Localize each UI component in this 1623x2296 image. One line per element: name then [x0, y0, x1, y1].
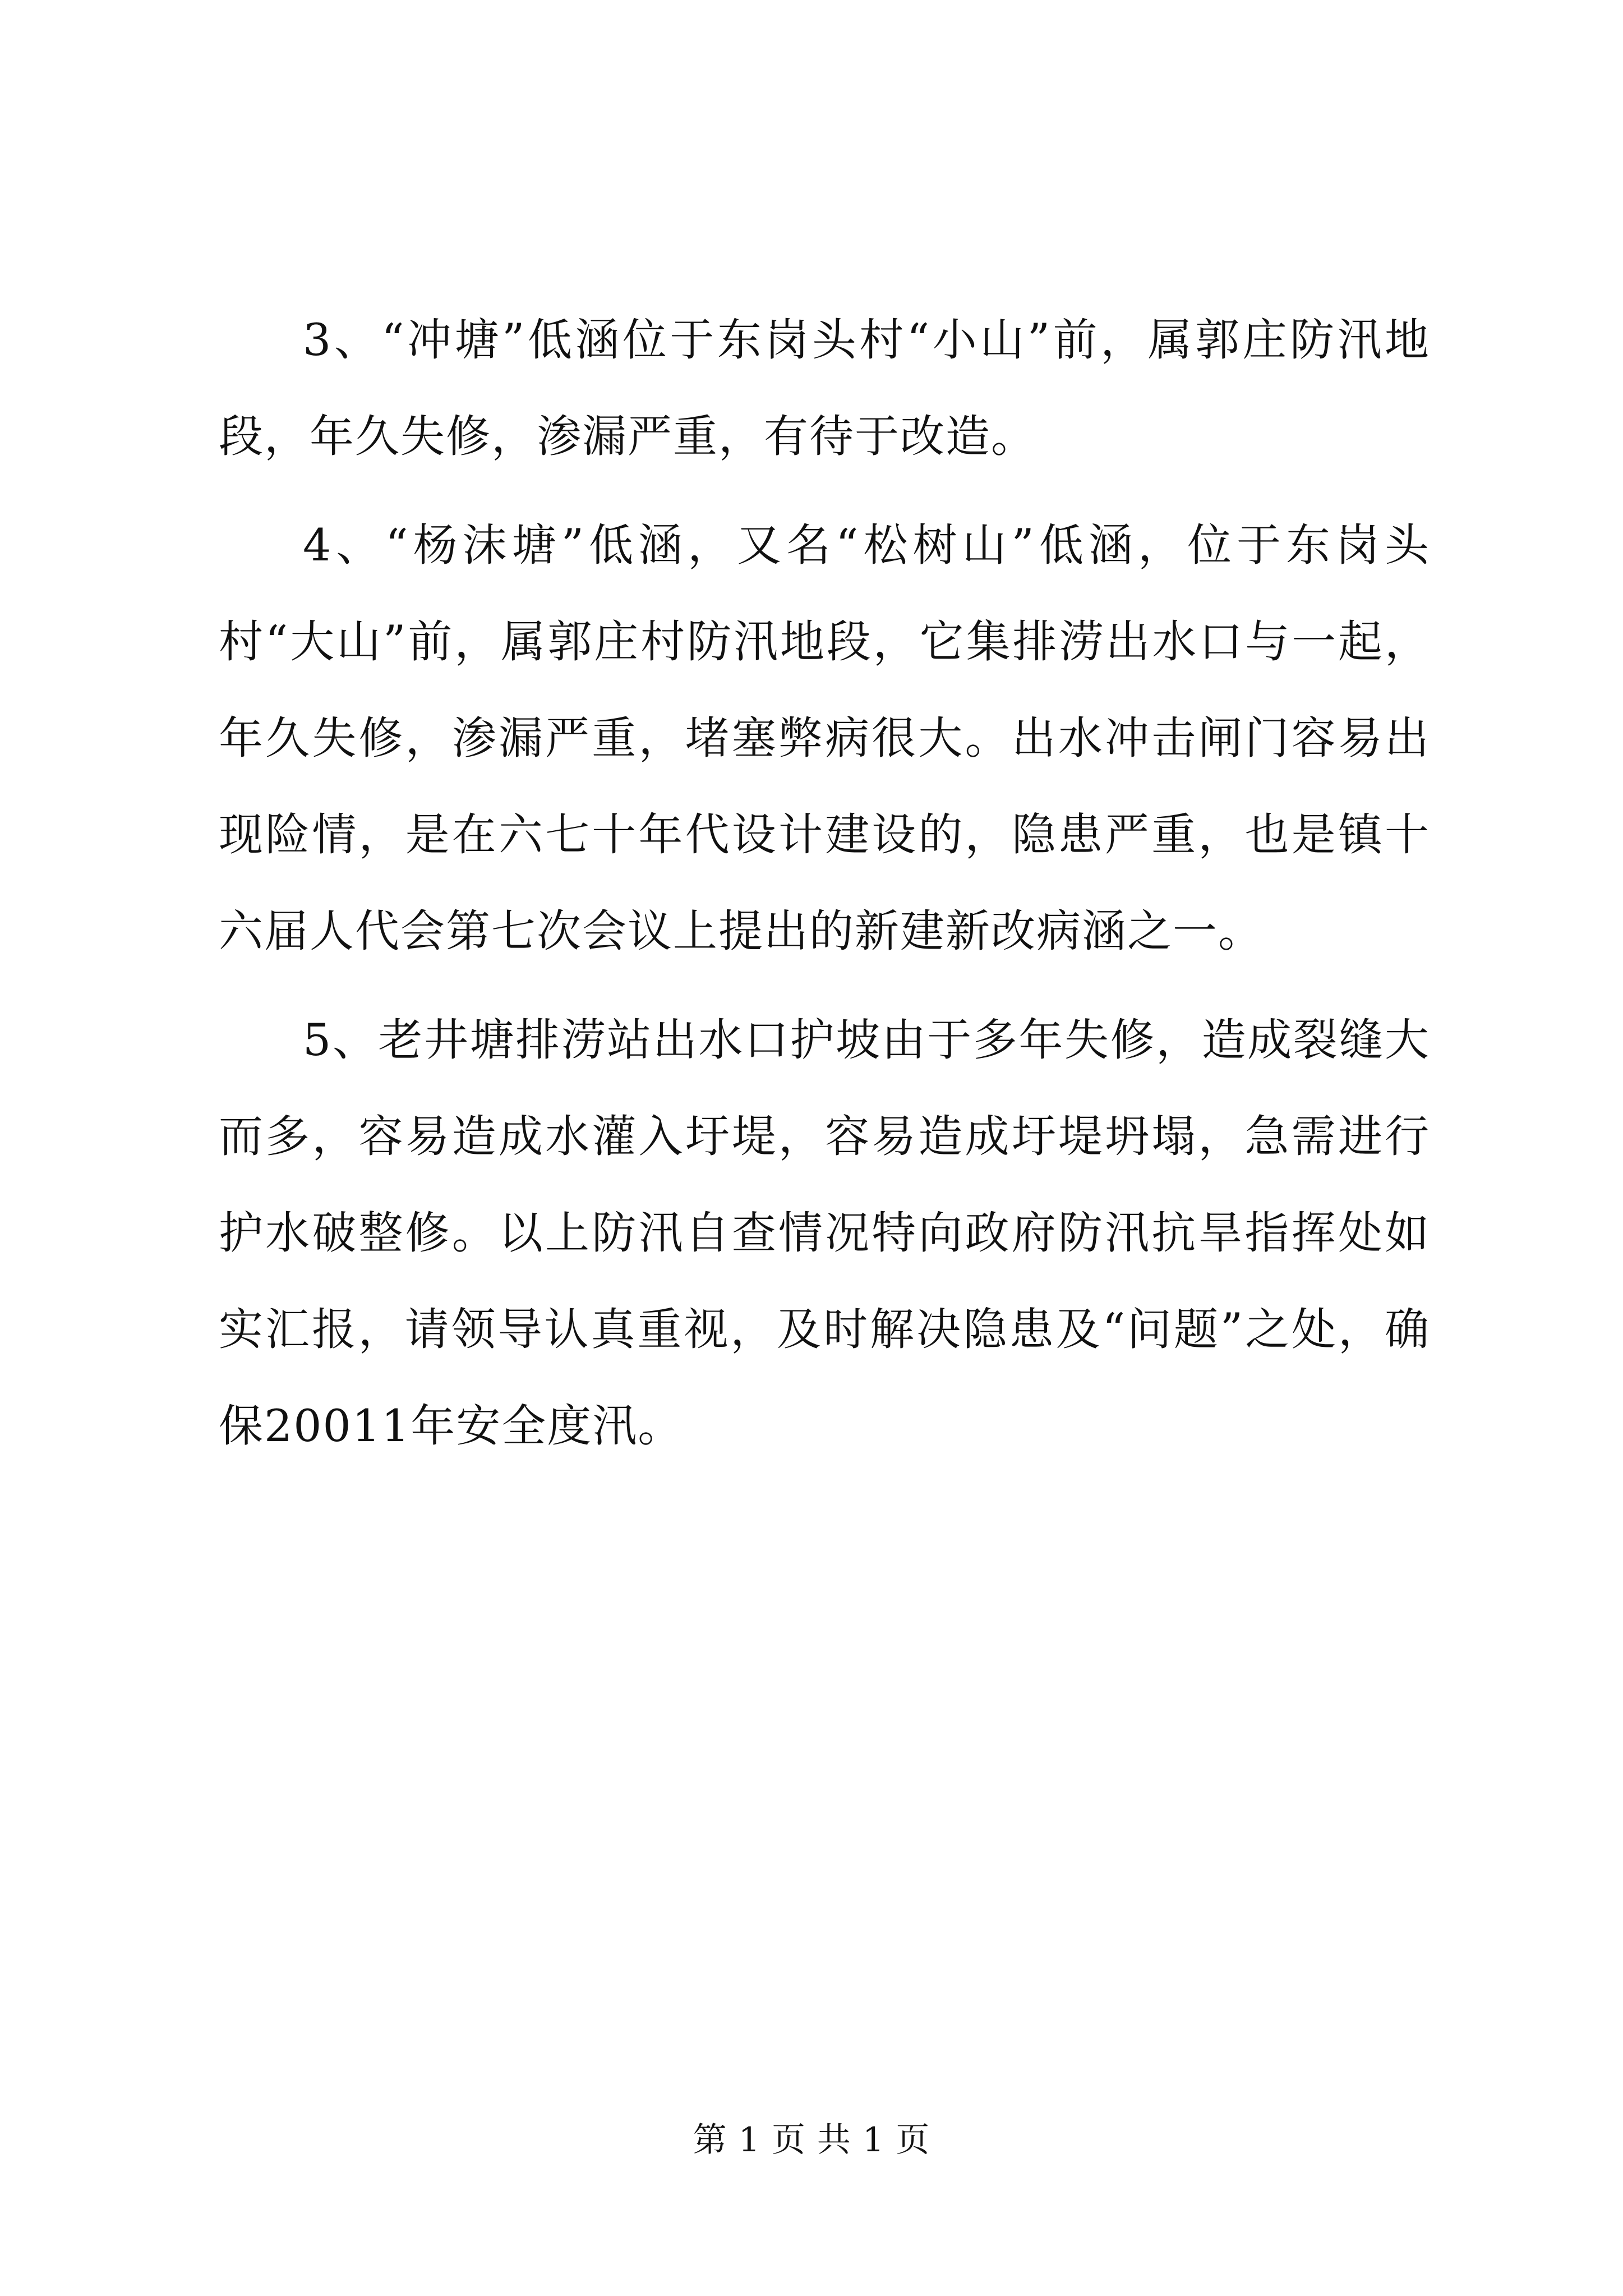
paragraph-5: 5、老井塘排涝站出水口护坡由于多年失修，造成裂缝大而多，容易造成水灌入圩堤，容易造成圩堤坍塌，急需进行护水破整修。以上防汛自查情况特向政府防汛抗旱指挥处如实汇报，请领导认真重视，及时解决隐患及“问题”之处，确保20011年安全度汛。 — [219, 1014, 1430, 1452]
paragraph-4: 4、“杨沫塘”低涵，又名“松树山”低涵，位于东岗头村“大山”前，属郭庄村防汛地段，它集排涝出水口与一起，年久失修，渗漏严重，堵塞弊病很大。出水冲击闸门容易出现险情，是在六七十年代设计建设的，隐患严重，也是镇十六届人代会第七次会议上提出的新建新改病涵之一。 — [219, 519, 1430, 957]
document-body — [219, 292, 1430, 1487]
paragraph-3: 3、“冲塘”低涵位于东岗头村“小山”前，属郭庄防汛地段，年久失修，渗漏严重，有待于改造。 — [219, 314, 1430, 462]
page-footer: 第 1 页 共 1 页 — [693, 2120, 930, 2160]
